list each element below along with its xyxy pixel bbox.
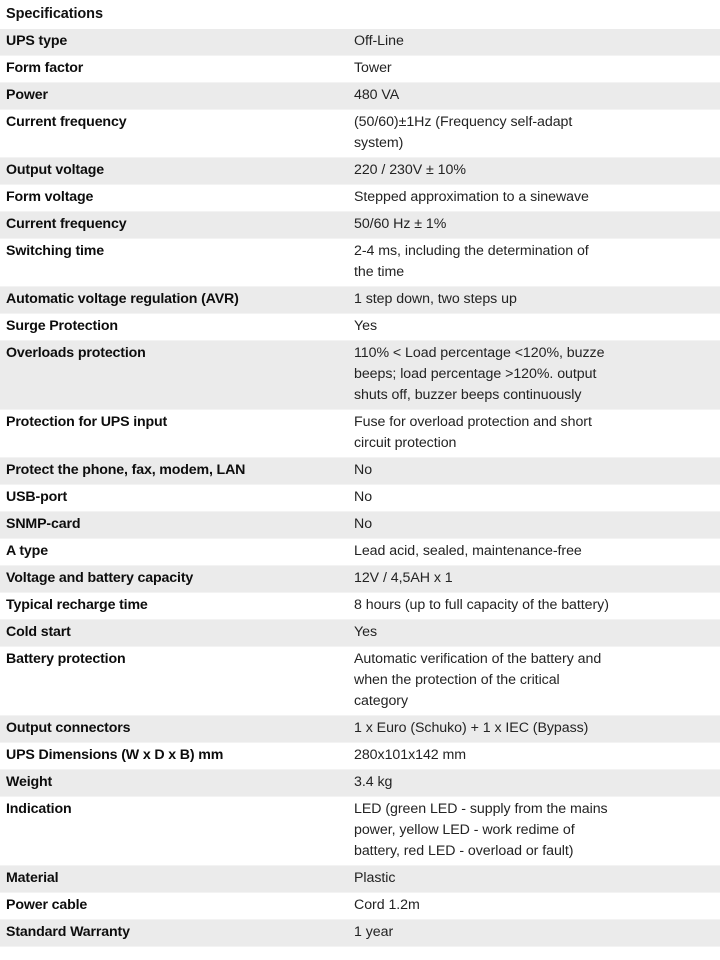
table-row: [0, 797, 720, 866]
spec-label: UPS Dimensions (W x D x B) mm: [0, 743, 354, 770]
table-row: [0, 158, 720, 185]
spec-label: Switching time: [0, 239, 354, 287]
spec-label: A type: [0, 539, 354, 566]
spec-value: [354, 110, 720, 158]
spec-value: [354, 341, 720, 410]
table-row: [0, 866, 720, 893]
spec-label: SNMP-card: [0, 512, 354, 539]
spec-value: [354, 743, 720, 770]
spec-value-line: Fuse for overload protection and short: [354, 414, 592, 430]
spec-value: [354, 647, 720, 716]
spec-value: [354, 512, 720, 539]
table-row: [0, 83, 720, 110]
spec-value: [354, 158, 720, 185]
spec-value-line: 220 / 230V ± 10%: [354, 162, 466, 178]
spec-value-line: Yes: [354, 318, 377, 334]
spec-label: Power cable: [0, 893, 354, 920]
spec-value-line: when the protection of the critical: [354, 672, 560, 688]
spec-label: Surge Protection: [0, 314, 354, 341]
table-row: [0, 743, 720, 770]
spec-value: [354, 485, 720, 512]
table-row: [0, 620, 720, 647]
spec-label: Current frequency: [0, 110, 354, 158]
spec-value-line: No: [354, 516, 373, 532]
spec-value-line: Stepped approximation to a sinewave: [354, 189, 589, 205]
spec-label: Output connectors: [0, 716, 354, 743]
spec-value-line: 2-4 ms, including the determination of: [354, 243, 589, 259]
spec-value-line: 480 VA: [354, 87, 400, 103]
spec-value: [354, 83, 720, 110]
spec-value: [354, 212, 720, 239]
spec-value-line: Off-Line: [354, 33, 404, 49]
spec-value: [354, 797, 720, 866]
table-row: [0, 566, 720, 593]
spec-value: [354, 716, 720, 743]
specifications-table: [0, 29, 720, 947]
table-row: [0, 458, 720, 485]
spec-label: Protection for UPS input: [0, 410, 354, 458]
table-row: [0, 485, 720, 512]
spec-label: Form factor: [0, 56, 354, 83]
spec-value: [354, 539, 720, 566]
spec-label: Standard Warranty: [0, 920, 354, 947]
spec-label: Current frequency: [0, 212, 354, 239]
spec-value-line: shuts off, buzzer beeps continuously: [354, 387, 582, 403]
table-row: [0, 341, 720, 410]
spec-value: [354, 566, 720, 593]
spec-value: [354, 893, 720, 920]
spec-value-line: 12V / 4,5AH x 1: [354, 570, 453, 586]
spec-value: [354, 866, 720, 893]
table-row: [0, 539, 720, 566]
table-row: [0, 593, 720, 620]
spec-label: Output voltage: [0, 158, 354, 185]
spec-value-line: beeps; load percentage >120%. output: [354, 366, 597, 382]
spec-label: UPS type: [0, 29, 354, 56]
spec-label: Weight: [0, 770, 354, 797]
spec-value-line: 1 step down, two steps up: [354, 291, 517, 307]
spec-value-line: LED (green LED - supply from the mains: [354, 801, 608, 817]
spec-label: Voltage and battery capacity: [0, 566, 354, 593]
spec-value-line: circuit protection: [354, 435, 457, 451]
spec-value-line: Lead acid, sealed, maintenance-free: [354, 543, 582, 559]
table-row: [0, 716, 720, 743]
spec-value: [354, 920, 720, 947]
spec-label: Form voltage: [0, 185, 354, 212]
spec-value-line: Tower: [354, 60, 392, 76]
spec-value-line: (50/60)±1Hz (Frequency self-adapt: [354, 114, 573, 130]
spec-label: Power: [0, 83, 354, 110]
table-row: [0, 56, 720, 83]
spec-value-line: Cord 1.2m: [354, 897, 420, 913]
spec-value-line: 1 x Euro (Schuko) + 1 x IEC (Bypass): [354, 720, 589, 736]
spec-label: Indication: [0, 797, 354, 866]
spec-value-line: 110% < Load percentage <120%, buzze: [354, 345, 605, 361]
spec-value: [354, 287, 720, 314]
spec-value-line: 3.4 kg: [354, 774, 393, 790]
spec-value: [354, 620, 720, 647]
spec-value: [354, 458, 720, 485]
spec-value: [354, 239, 720, 287]
spec-value-line: the time: [354, 264, 405, 280]
spec-value-line: category: [354, 693, 409, 709]
table-row: [0, 512, 720, 539]
table-row: [0, 212, 720, 239]
spec-value: [354, 410, 720, 458]
spec-label: Overloads protection: [0, 341, 354, 410]
spec-value-line: 1 year: [354, 924, 394, 940]
table-row: [0, 185, 720, 212]
table-row: [0, 29, 720, 56]
spec-value-line: No: [354, 462, 373, 478]
specifications-table-body: [0, 29, 720, 947]
table-row: [0, 239, 720, 287]
table-row: [0, 410, 720, 458]
spec-value-line: Automatic verification of the battery and: [354, 651, 602, 667]
spec-label: Automatic voltage regulation (AVR): [0, 287, 354, 314]
spec-value-line: No: [354, 489, 373, 505]
spec-value: [354, 593, 720, 620]
spec-label: Cold start: [0, 620, 354, 647]
spec-value-line: Plastic: [354, 870, 396, 886]
spec-value-line: Yes: [354, 624, 377, 640]
spec-value-line: 8 hours (up to full capacity of the battery): [354, 597, 609, 613]
spec-value: [354, 56, 720, 83]
spec-value: [354, 314, 720, 341]
spec-value-line: 50/60 Hz ± 1%: [354, 216, 447, 232]
spec-label: Material: [0, 866, 354, 893]
spec-value-line: system): [354, 135, 404, 151]
spec-value-line: battery, red LED - overload or fault): [354, 843, 574, 859]
spec-value-line: power, yellow LED - work redime of: [354, 822, 575, 838]
table-row: [0, 893, 720, 920]
spec-label: Protect the phone, fax, modem, LAN: [0, 458, 354, 485]
spec-label: Battery protection: [0, 647, 354, 716]
page-title: Specifications: [6, 6, 103, 22]
table-row: [0, 647, 720, 716]
table-row: [0, 110, 720, 158]
table-row: [0, 920, 720, 947]
table-row: [0, 287, 720, 314]
spec-value-line: 280x101x142 mm: [354, 747, 467, 763]
table-row: [0, 314, 720, 341]
spec-label: USB-port: [0, 485, 354, 512]
spec-value: [354, 29, 720, 56]
spec-value: [354, 185, 720, 212]
table-row: [0, 770, 720, 797]
spec-label: Typical recharge time: [0, 593, 354, 620]
spec-value: [354, 770, 720, 797]
